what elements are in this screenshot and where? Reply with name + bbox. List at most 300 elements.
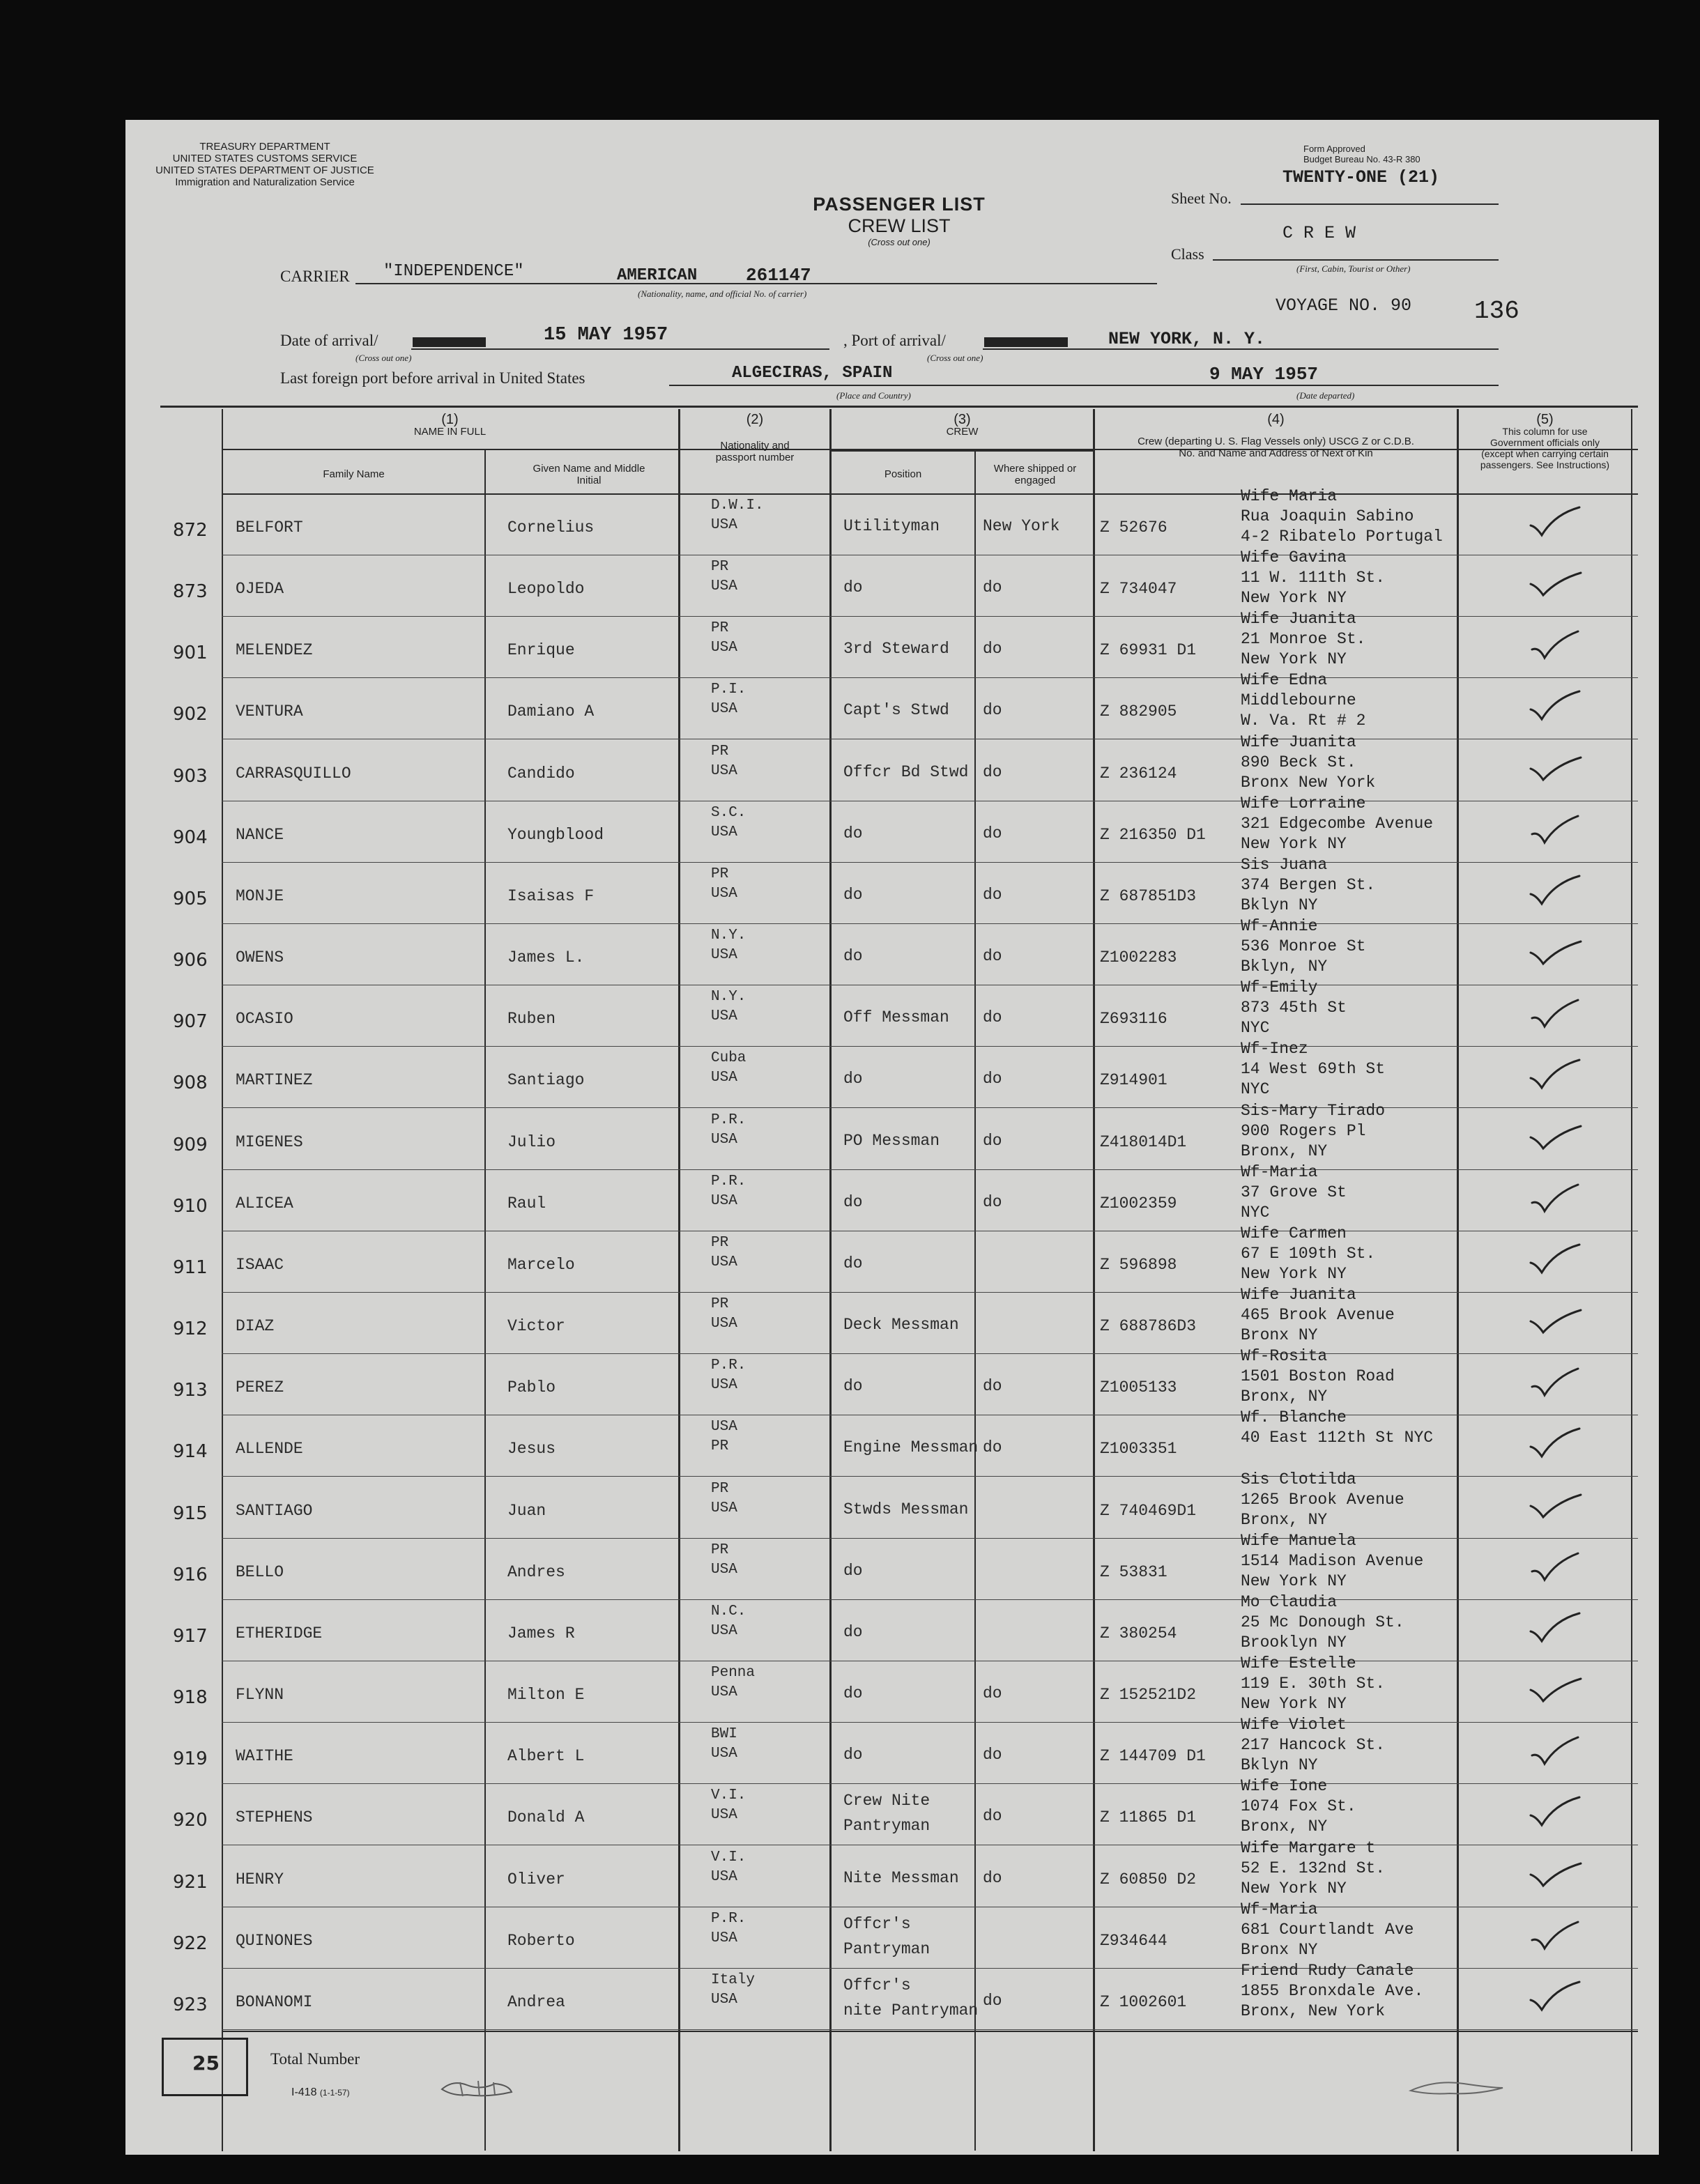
kin-name: Wf. Blanche bbox=[1241, 1408, 1347, 1426]
where-shipped: do bbox=[983, 947, 1002, 965]
table-row bbox=[125, 856, 1659, 925]
family-name: STEPHENS bbox=[236, 1808, 313, 1827]
row-number: 907 bbox=[173, 1011, 208, 1032]
uscg-z-number: Z 11865 D1 bbox=[1100, 1808, 1197, 1827]
title-crew: CREW LIST bbox=[848, 215, 951, 236]
position-header: Position bbox=[884, 468, 922, 480]
kin-city: NYC bbox=[1241, 1203, 1270, 1222]
arrival-port-label: , Port of arrival/ bbox=[843, 332, 946, 349]
nationality-passport: USA bbox=[711, 517, 737, 533]
sheet-value: TWENTY-ONE (21) bbox=[1282, 167, 1440, 187]
kin-name: Wife Juanita bbox=[1241, 1286, 1356, 1304]
row-number: 903 bbox=[173, 766, 208, 787]
kin-street: 890 Beck St. bbox=[1241, 753, 1356, 771]
nationality-passport: USA bbox=[711, 1254, 737, 1270]
kin-street: 217 Hancock St. bbox=[1241, 1736, 1386, 1754]
where-shipped: do bbox=[983, 1684, 1002, 1702]
kin-name: Wf-Inez bbox=[1241, 1040, 1308, 1058]
given-name: Oliver bbox=[507, 1870, 565, 1889]
crew-position: Utilityman bbox=[843, 517, 940, 535]
kin-name: Sis Clotilda bbox=[1241, 1470, 1356, 1489]
where-shipped: do bbox=[983, 1008, 1002, 1026]
uscg-z-number: Z1005133 bbox=[1100, 1378, 1177, 1397]
crew-position: Offcr's bbox=[843, 1915, 911, 1933]
agency-line-4: Immigration and Naturalization Service bbox=[175, 176, 355, 188]
arrival-date-label: Date of arrival/ bbox=[280, 332, 378, 349]
col4-number: (4) bbox=[1267, 412, 1285, 427]
table-row bbox=[125, 978, 1659, 1047]
nationality-origin: Italy bbox=[711, 1972, 756, 1988]
nationality-origin: PR bbox=[711, 866, 729, 882]
nationality-origin: N.Y. bbox=[711, 989, 746, 1005]
family-name: HENRY bbox=[236, 1870, 284, 1889]
kin-name: Wife Ione bbox=[1241, 1777, 1328, 1795]
nationality-passport: USA bbox=[711, 1869, 737, 1885]
next-of-kin bbox=[1241, 1776, 1356, 1837]
form-number-date: (1-1-57) bbox=[319, 2088, 350, 2098]
voyage-number: VOYAGE NO. 90 bbox=[1276, 295, 1412, 316]
kin-street: 1855 Bronxdale Ave. bbox=[1241, 1982, 1424, 2000]
family-name: SANTIAGO bbox=[236, 1502, 313, 1520]
col5-header bbox=[1459, 414, 1631, 470]
given-name: Santiago bbox=[507, 1071, 585, 1089]
uscg-z-number: Z1002359 bbox=[1100, 1194, 1177, 1213]
crew-position: Stwds Messman bbox=[843, 1500, 969, 1518]
nationality-origin: PR bbox=[711, 1235, 729, 1251]
crew-position: do bbox=[843, 1746, 863, 1764]
kin-city: New York NY bbox=[1241, 1879, 1347, 1898]
kin-street: 37 Grove St bbox=[1241, 1183, 1347, 1201]
uscg-z-number: Z 152521D2 bbox=[1100, 1686, 1197, 1704]
kin-name: Wife Estelle bbox=[1241, 1654, 1356, 1672]
col3-number: (3) bbox=[954, 412, 971, 427]
where-shipped: do bbox=[983, 824, 1002, 843]
row-number: 905 bbox=[173, 889, 208, 909]
table-row bbox=[125, 1408, 1659, 1477]
total-count: 25 bbox=[192, 2052, 220, 2075]
row-number: 901 bbox=[173, 643, 208, 663]
given-name: Andrea bbox=[507, 1993, 565, 2011]
col5-number: (5) bbox=[1536, 412, 1554, 427]
uscg-z-number: Z 144709 D1 bbox=[1100, 1747, 1206, 1765]
kin-name: Wf-Rosita bbox=[1241, 1347, 1328, 1365]
given-name: Raul bbox=[507, 1194, 546, 1213]
checkmark-icon bbox=[1526, 1426, 1582, 1461]
crew-position-line-2: Pantryman bbox=[843, 1817, 931, 1835]
where-shipped: do bbox=[983, 1746, 1002, 1764]
uscg-z-number: Z 740469D1 bbox=[1100, 1502, 1197, 1520]
date-departed: 9 MAY 1957 bbox=[1209, 364, 1319, 385]
last-port-note: (Place and Country) bbox=[836, 390, 911, 401]
crew-position: Crew Nite bbox=[843, 1792, 931, 1810]
stamp-mark-left bbox=[439, 2075, 516, 2100]
class-note: (First, Cabin, Tourist or Other) bbox=[1296, 263, 1411, 274]
nationality-origin: PR bbox=[711, 620, 729, 636]
title-passenger: PASSENGER LIST bbox=[813, 194, 986, 215]
row-number: 919 bbox=[173, 1748, 208, 1769]
stamp-mark-right bbox=[1408, 2077, 1506, 2098]
kin-city: Bronx, NY bbox=[1241, 1511, 1328, 1529]
arrival-port: NEW YORK, N. Y. bbox=[1108, 329, 1266, 349]
class-value: C R E W bbox=[1282, 223, 1356, 243]
uscg-z-number: Z 52676 bbox=[1100, 518, 1167, 537]
kin-city: Bronx, NY bbox=[1241, 1387, 1328, 1406]
kin-street: Middlebourne bbox=[1241, 691, 1356, 709]
kin-name: Wife Violet bbox=[1241, 1716, 1347, 1734]
uscg-z-number: Z 1002601 bbox=[1100, 1993, 1187, 2011]
next-of-kin bbox=[1241, 1592, 1404, 1653]
given-name: Isaisas F bbox=[507, 887, 595, 905]
kin-city: Brooklyn NY bbox=[1241, 1633, 1347, 1652]
uscg-z-number: Z 596898 bbox=[1100, 1256, 1177, 1274]
kin-city: Bklyn NY bbox=[1241, 1756, 1318, 1774]
kin-city: 4-2 Ribatelo Portugal bbox=[1241, 528, 1443, 546]
row-number: 904 bbox=[173, 827, 208, 848]
given-name: Roberto bbox=[507, 1932, 575, 1950]
checkmark-icon bbox=[1526, 1794, 1582, 1829]
uscg-z-number: Z 60850 D2 bbox=[1100, 1870, 1197, 1889]
table-row bbox=[125, 671, 1659, 740]
kin-street: 11 W. 111th St. bbox=[1241, 569, 1386, 587]
next-of-kin bbox=[1241, 1470, 1404, 1530]
uscg-z-number: Z914901 bbox=[1100, 1071, 1167, 1089]
uscg-z-number: Z 882905 bbox=[1100, 702, 1177, 721]
carrier-official-no: 261147 bbox=[746, 265, 811, 286]
kin-name: Wife Lorraine bbox=[1241, 794, 1366, 813]
where-shipped: do bbox=[983, 701, 1002, 719]
family-name: BELFORT bbox=[236, 518, 303, 537]
checkmark-icon bbox=[1526, 935, 1582, 969]
nationality-passport: USA bbox=[711, 640, 737, 656]
where-shipped: do bbox=[983, 640, 1002, 658]
family-name: NANCE bbox=[236, 826, 284, 844]
crew-position: do bbox=[843, 1377, 863, 1395]
col4-header bbox=[1095, 414, 1457, 459]
nationality-origin: P.I. bbox=[711, 682, 746, 698]
checkmark-icon bbox=[1526, 751, 1582, 785]
date-departed-note: (Date departed) bbox=[1296, 390, 1355, 401]
col1-header bbox=[222, 414, 678, 438]
col3-title: CREW bbox=[946, 426, 979, 438]
uscg-z-number: Z 734047 bbox=[1100, 580, 1177, 598]
family-name: MELENDEZ bbox=[236, 641, 313, 659]
next-of-kin bbox=[1241, 1408, 1433, 1448]
kin-city: Bronx, NY bbox=[1241, 1142, 1328, 1160]
crew-position: do bbox=[843, 1684, 863, 1702]
next-of-kin bbox=[1241, 486, 1443, 547]
next-of-kin bbox=[1241, 1101, 1385, 1162]
nationality-passport: USA bbox=[711, 947, 737, 963]
nationality-passport: USA bbox=[711, 886, 737, 902]
kin-street: 321 Edgecombe Avenue bbox=[1241, 815, 1434, 833]
nationality-origin: D.W.I. bbox=[711, 498, 764, 514]
kin-street: 1074 Fox St. bbox=[1241, 1797, 1356, 1815]
kin-city: NYC bbox=[1241, 1019, 1270, 1037]
kin-city: Bronx, NY bbox=[1241, 1817, 1328, 1836]
shipped-header: Where shipped or engaged bbox=[993, 463, 1077, 486]
row-number: 912 bbox=[173, 1318, 208, 1339]
given-name: Milton E bbox=[507, 1686, 585, 1704]
next-of-kin bbox=[1241, 978, 1347, 1038]
crew-position: do bbox=[843, 1070, 863, 1088]
given-name: James L. bbox=[507, 948, 585, 967]
nationality-passport: USA bbox=[711, 1746, 737, 1762]
table-row bbox=[125, 794, 1659, 863]
table-row bbox=[125, 1839, 1659, 1908]
next-of-kin bbox=[1241, 916, 1365, 977]
kin-name: Mo Claudia bbox=[1241, 1593, 1338, 1611]
checkmark-icon bbox=[1526, 1181, 1582, 1215]
col2-header bbox=[680, 414, 829, 463]
class-label: Class bbox=[1171, 245, 1204, 263]
nationality-origin: USA bbox=[711, 1419, 737, 1435]
crew-position: do bbox=[843, 1623, 863, 1641]
next-of-kin bbox=[1241, 732, 1375, 793]
table-row bbox=[125, 548, 1659, 617]
crew-position: do bbox=[843, 947, 863, 965]
nationality-origin: P.R. bbox=[711, 1112, 746, 1128]
kin-city: Bklyn, NY bbox=[1241, 958, 1328, 976]
kin-street: 900 Rogers Pl bbox=[1241, 1122, 1366, 1140]
table-row bbox=[125, 610, 1659, 679]
kin-city: New York NY bbox=[1241, 1695, 1347, 1713]
given-name: Victor bbox=[507, 1317, 565, 1335]
total-label: Total Number bbox=[270, 2050, 360, 2068]
family-name: BELLO bbox=[236, 1563, 284, 1581]
kin-name: Wife Juanita bbox=[1241, 610, 1356, 628]
given-name: Andres bbox=[507, 1563, 565, 1581]
crew-position-line-2: Pantryman bbox=[843, 1940, 931, 1958]
agency-line-2: UNITED STATES CUSTOMS SERVICE bbox=[172, 153, 358, 164]
kin-street: 1501 Boston Road bbox=[1241, 1367, 1395, 1385]
col2-number: (2) bbox=[746, 412, 764, 427]
nationality-origin: PR bbox=[711, 1296, 729, 1312]
kin-name: Wife Carmen bbox=[1241, 1224, 1347, 1243]
sheet-label: Sheet No. bbox=[1171, 190, 1232, 207]
kin-city: W. Va. Rt # 2 bbox=[1241, 712, 1366, 730]
checkmark-icon bbox=[1526, 1488, 1582, 1523]
family-name: OJEDA bbox=[236, 580, 284, 598]
checkmark-icon bbox=[1526, 505, 1582, 539]
col1-number: (1) bbox=[441, 412, 459, 427]
given-name: Ruben bbox=[507, 1010, 556, 1028]
form-number-code: I-418 bbox=[291, 2086, 317, 2098]
nationality-origin: Penna bbox=[711, 1665, 756, 1681]
checkmark-icon bbox=[1526, 812, 1582, 847]
kin-street: 25 Mc Donough St. bbox=[1241, 1613, 1404, 1631]
kin-street: 536 Monroe St bbox=[1241, 937, 1366, 955]
checkmark-icon bbox=[1526, 1733, 1582, 1768]
row-number: 922 bbox=[173, 1933, 208, 1954]
family-name: OCASIO bbox=[236, 1010, 293, 1028]
col2-title: Nationality and passport number bbox=[715, 440, 795, 463]
next-of-kin bbox=[1241, 1838, 1385, 1899]
nationality-origin: V.I. bbox=[711, 1850, 746, 1866]
family-name: ALICEA bbox=[236, 1194, 293, 1213]
kin-street: 119 E. 30th St. bbox=[1241, 1675, 1386, 1693]
crew-position: do bbox=[843, 578, 863, 597]
kin-name: Wife Manuela bbox=[1241, 1532, 1356, 1550]
nationality-passport: USA bbox=[711, 1623, 737, 1639]
crew-position: PO Messman bbox=[843, 1132, 940, 1150]
kin-city: New York NY bbox=[1241, 1265, 1347, 1283]
crew-position-line-2: nite Pantryman bbox=[843, 2001, 979, 2020]
title-note: (Cross out one) bbox=[868, 237, 931, 247]
kin-street: 40 East 112th St NYC bbox=[1241, 1429, 1434, 1447]
where-shipped: do bbox=[983, 1377, 1002, 1395]
kin-name: Wife Margare t bbox=[1241, 1839, 1376, 1857]
given-name: Leopoldo bbox=[507, 580, 585, 598]
row-number: 923 bbox=[173, 1994, 208, 2015]
crew-position: do bbox=[843, 1254, 863, 1272]
nationality-passport: USA bbox=[711, 1930, 737, 1946]
kin-city: NYC bbox=[1241, 1080, 1270, 1098]
nationality-passport: USA bbox=[711, 1008, 737, 1024]
table-row bbox=[125, 1777, 1659, 1846]
family-name: MARTINEZ bbox=[236, 1071, 313, 1089]
table-row bbox=[125, 1224, 1659, 1293]
nationality-origin: PR bbox=[711, 1542, 729, 1558]
given-name: Albert L bbox=[507, 1747, 585, 1765]
given-name: Damiano A bbox=[507, 702, 595, 721]
nationality-passport: USA bbox=[711, 1684, 737, 1700]
nationality-passport: PR bbox=[711, 1438, 729, 1454]
nationality-origin: Cuba bbox=[711, 1050, 746, 1066]
nationality-passport: USA bbox=[711, 701, 737, 717]
uscg-z-number: Z 53831 bbox=[1100, 1563, 1167, 1581]
kin-city: New York NY bbox=[1241, 650, 1347, 668]
next-of-kin bbox=[1241, 1224, 1375, 1284]
row-number: 873 bbox=[173, 581, 208, 602]
table-row bbox=[125, 1286, 1659, 1355]
table-row bbox=[125, 1470, 1659, 1539]
row-number: 909 bbox=[173, 1135, 208, 1155]
kin-city: New York NY bbox=[1241, 1572, 1347, 1590]
next-of-kin bbox=[1241, 855, 1375, 916]
table-row bbox=[125, 487, 1659, 556]
col4-title: Crew (departing U. S. Flag Vessels only) USCG Z or C.D.B. No. and Name and Address of Next of Kin bbox=[1138, 436, 1414, 459]
row-number: 918 bbox=[173, 1687, 208, 1708]
given-name: Donald A bbox=[507, 1808, 585, 1827]
row-number: 908 bbox=[173, 1072, 208, 1093]
row-number: 920 bbox=[173, 1810, 208, 1831]
table-row bbox=[125, 1654, 1659, 1723]
row-number: 906 bbox=[173, 950, 208, 971]
uscg-z-number: Z 688786D3 bbox=[1100, 1317, 1197, 1335]
family-name: MONJE bbox=[236, 887, 284, 905]
next-of-kin bbox=[1241, 548, 1385, 608]
table-row bbox=[125, 733, 1659, 802]
crew-position: Offcr's bbox=[843, 1976, 911, 1994]
uscg-z-number: Z418014D1 bbox=[1100, 1133, 1187, 1151]
nationality-passport: USA bbox=[711, 1562, 737, 1578]
row-number: 917 bbox=[173, 1626, 208, 1647]
col3-header bbox=[832, 414, 1093, 438]
kin-street: Rua Joaquin Sabino bbox=[1241, 507, 1414, 525]
uscg-z-number: Z1003351 bbox=[1100, 1440, 1177, 1458]
checkmark-icon bbox=[1526, 1918, 1582, 1953]
crew-position: do bbox=[843, 1562, 863, 1580]
last-port-label: Last foreign port before arrival in United States bbox=[280, 369, 585, 387]
kin-name: Friend Rudy Canale bbox=[1241, 1962, 1414, 1980]
nationality-origin: PR bbox=[711, 559, 729, 575]
nationality-passport: USA bbox=[711, 1132, 737, 1148]
kin-street: 1514 Madison Avenue bbox=[1241, 1552, 1424, 1570]
nationality-origin: N.Y. bbox=[711, 928, 746, 944]
where-shipped: do bbox=[983, 1869, 1002, 1887]
form-approved-line-2: Budget Bureau No. 43-R 380 bbox=[1303, 154, 1421, 164]
next-of-kin bbox=[1241, 1162, 1347, 1223]
kin-street: 681 Courtlandt Ave bbox=[1241, 1921, 1414, 1939]
crew-position: do bbox=[843, 1193, 863, 1211]
kin-name: Wife Maria bbox=[1241, 487, 1338, 505]
family-name: MIGENES bbox=[236, 1133, 303, 1151]
row-number: 914 bbox=[173, 1441, 208, 1462]
kin-name: Wf-Maria bbox=[1241, 1163, 1318, 1181]
table-row bbox=[125, 917, 1659, 986]
crew-position: Nite Messman bbox=[843, 1869, 959, 1887]
uscg-z-number: Z 216350 D1 bbox=[1100, 826, 1206, 844]
nationality-origin: PR bbox=[711, 1481, 729, 1497]
row-number: 872 bbox=[173, 520, 208, 541]
crew-position: Deck Messman bbox=[843, 1316, 959, 1334]
arrival-port-note: (Cross out one) bbox=[927, 353, 983, 363]
checkmark-icon bbox=[1526, 1856, 1582, 1891]
crew-position: Engine Messman bbox=[843, 1438, 979, 1456]
kin-name: Wife Gavina bbox=[1241, 548, 1347, 567]
family-name: ETHERIDGE bbox=[236, 1624, 323, 1643]
row-number: 902 bbox=[173, 704, 208, 725]
checkmark-icon bbox=[1526, 873, 1582, 908]
uscg-z-number: Z 687851D3 bbox=[1100, 887, 1197, 905]
agency-line-3: UNITED STATES DEPARTMENT OF JUSTICE bbox=[155, 164, 374, 176]
kin-name: Wf-Emily bbox=[1241, 978, 1318, 997]
given-name-header: Given Name and Middle Initial bbox=[533, 463, 645, 486]
arrival-date: 15 MAY 1957 bbox=[544, 325, 668, 346]
nationality-origin: S.C. bbox=[711, 805, 746, 821]
family-name: ISAAC bbox=[236, 1256, 284, 1274]
crew-position: Off Messman bbox=[843, 1008, 949, 1026]
crew-position: do bbox=[843, 824, 863, 843]
checkmark-icon bbox=[1526, 566, 1582, 601]
nationality-origin: PR bbox=[711, 744, 729, 760]
family-name: OWENS bbox=[236, 948, 284, 967]
nationality-passport: USA bbox=[711, 1193, 737, 1209]
row-number: 911 bbox=[173, 1257, 208, 1278]
kin-name: Wife Juanita bbox=[1241, 733, 1356, 751]
kin-street: 1265 Brook Avenue bbox=[1241, 1491, 1404, 1509]
form-approved-line-1: Form Approved bbox=[1303, 144, 1365, 154]
kin-street: 465 Brook Avenue bbox=[1241, 1306, 1395, 1324]
table-row bbox=[125, 1102, 1659, 1171]
nationality-origin: P.R. bbox=[711, 1911, 746, 1927]
col1-title: NAME IN FULL bbox=[413, 426, 487, 438]
family-name: VENTURA bbox=[236, 702, 303, 721]
row-number: 921 bbox=[173, 1872, 208, 1893]
nationality-origin: P.R. bbox=[711, 1174, 746, 1190]
kin-city: Bklyn NY bbox=[1241, 896, 1318, 914]
nationality-origin: N.C. bbox=[711, 1604, 746, 1620]
nationality-passport: USA bbox=[711, 1992, 737, 2008]
row-number: 913 bbox=[173, 1380, 208, 1401]
family-name: QUINONES bbox=[236, 1932, 313, 1950]
given-name: Marcelo bbox=[507, 1256, 575, 1274]
nationality-origin: BWI bbox=[711, 1726, 737, 1742]
checkmark-icon bbox=[1526, 1549, 1582, 1584]
next-of-kin bbox=[1241, 1285, 1395, 1346]
given-name: Julio bbox=[507, 1133, 556, 1151]
nationality-passport: USA bbox=[711, 1500, 737, 1516]
